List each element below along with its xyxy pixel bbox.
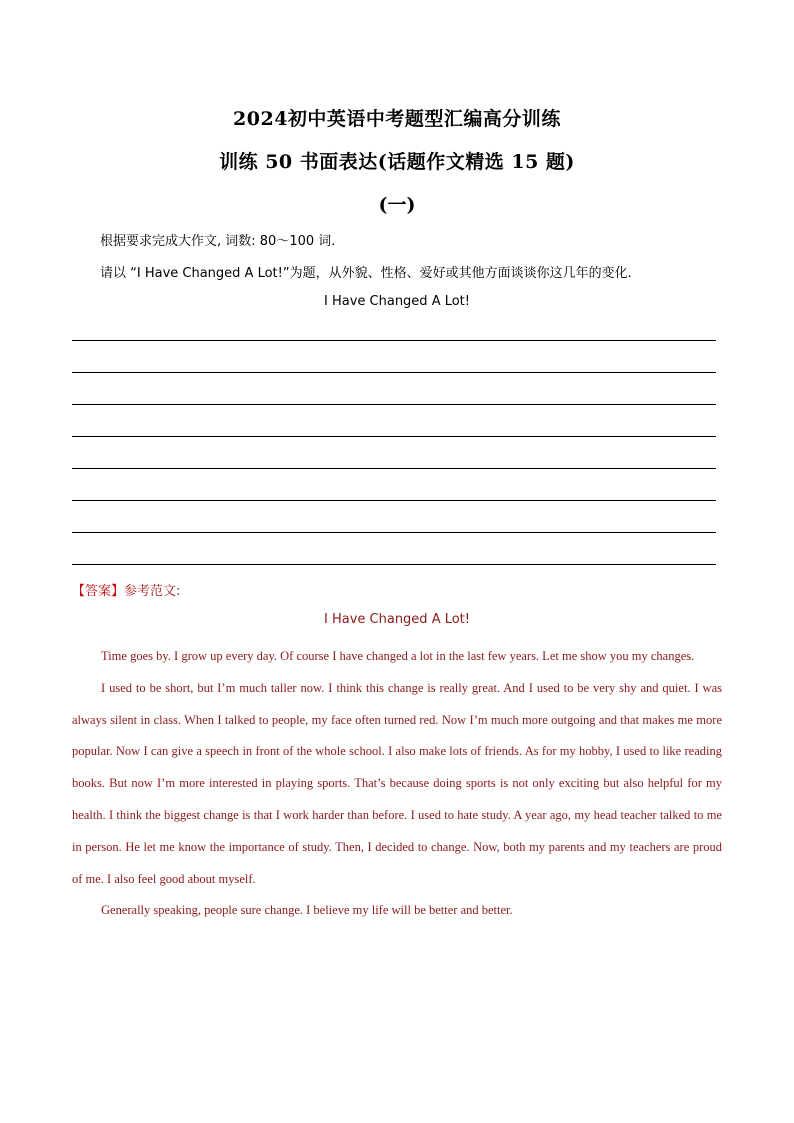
answer-label bbox=[72, 580, 180, 599]
writing-line bbox=[72, 372, 716, 373]
writing-lines bbox=[72, 340, 716, 596]
answer-essay-title: I Have Changed A Lot! bbox=[324, 612, 470, 627]
writing-line bbox=[72, 564, 716, 565]
writing-line bbox=[72, 532, 716, 533]
writing-line bbox=[72, 404, 716, 405]
essay-paragraph: I used to be short, but I’m much taller now. I think this change is really great. And I used to be very shy and quiet. I was always silent in class. When I talked to people, my face often turned red. Now I’m much more outgoing and that makes me more popular. Now I can give a speech in front of the whole school. I also make lots of friends. As for my hobby, I used to like reading books. But now I’m more interested in playing sports. That’s because doing sports is not only exciting but also helpful for my health. I think the biggest change is that I work harder than before. I used to hate study. A year ago, my head teacher talked to me in person. He let me know the importance of study. Then, I decided to change. Now, both my parents and my teachers are proud of me. I also feel good about myself. bbox=[72, 680, 722, 886]
writing-line bbox=[72, 500, 716, 501]
answer-label-bracket: 【答案】 bbox=[72, 584, 125, 599]
training-subtitle: 训练 50 书面表达(话题作文精选 15 题) bbox=[219, 151, 575, 173]
question-essay-title: I Have Changed A Lot! bbox=[324, 294, 470, 309]
essay-paragraph: Time goes by. I grow up every day. Of course I have changed a lot in the last few years. Let me show you my changes. bbox=[101, 649, 695, 663]
writing-line bbox=[72, 340, 716, 341]
answer-label-suffix: 参考范文: bbox=[124, 584, 181, 599]
essay-paragraph: Generally speaking, people sure change. I believe my life will be better and better. bbox=[101, 903, 513, 918]
sample-essay bbox=[72, 641, 722, 927]
instruction-word-count: 根据要求完成大作文, 词数: 80～100 词. bbox=[100, 234, 336, 249]
writing-line bbox=[72, 468, 716, 469]
writing-line bbox=[72, 436, 716, 437]
section-label: (一) bbox=[378, 194, 416, 216]
document-title: 2024初中英语中考题型汇编高分训练 bbox=[233, 108, 561, 130]
instruction-topic: 请以 “I Have Changed A Lot!”为题，从外貌、性格、爱好或其他方面谈谈你这几年的变化. bbox=[100, 266, 632, 281]
